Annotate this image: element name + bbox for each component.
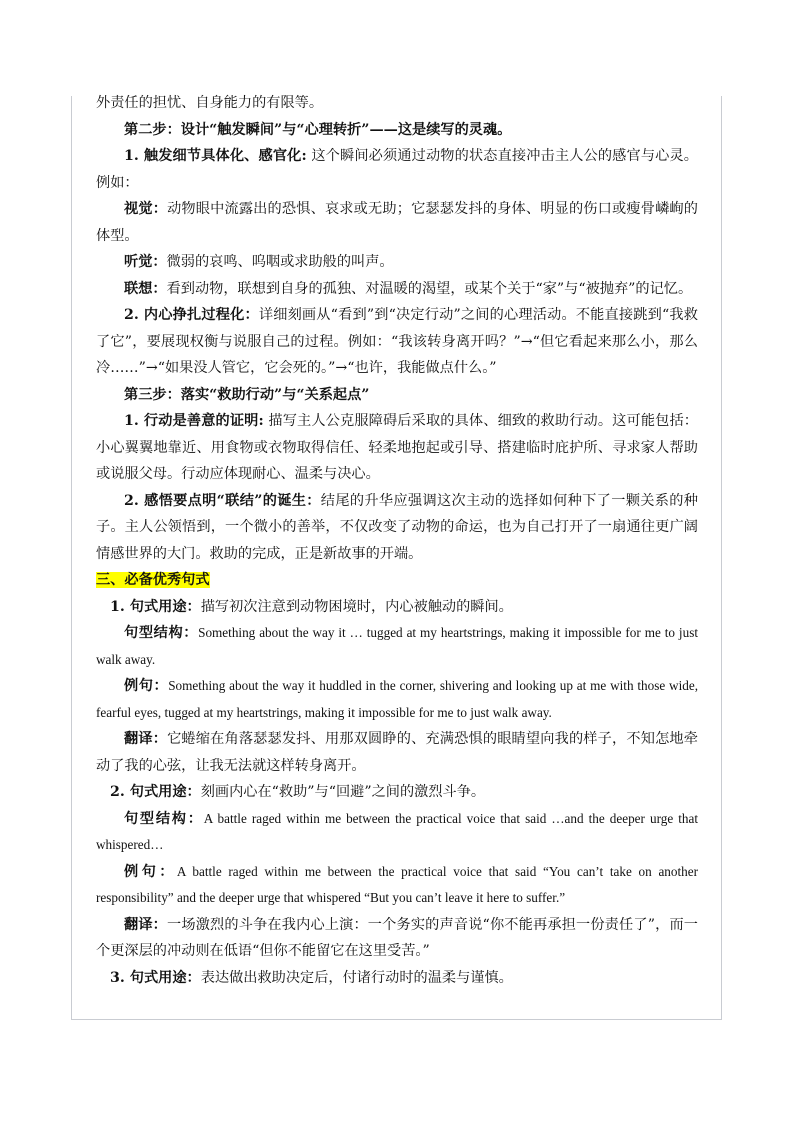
translation-text: 它蜷缩在角落瑟瑟发抖、用那双圆睁的、充满恐惧的眼睛望向我的样子，不知怎地牵动了我的心弦，让我无法就这样转身离开。 (96, 731, 698, 774)
paragraph-label: 听觉： (124, 254, 167, 270)
translation-text: 一场激烈的斗争在我内心上演：一个务实的声音说“你不能再承担一份责任了”，而一个更深层的冲动则在低语“但你不能留它在这里受苦。” (96, 916, 698, 959)
paragraph (96, 408, 698, 488)
paragraph-text: 结尾的升华应强调这次主动的选择如何种下了一颗关系的种子。主人公领悟到，一个微小的善举，不仅改变了动物的命运，也为自己打开了一扇通往更广阔情感世界的大门。救助的完成，正是新故事的开端。 (96, 492, 698, 562)
structure-text: Something about the way it … tugged at my heartstrings, making it impossible for me to just walk away. (96, 625, 698, 667)
translation (96, 726, 698, 779)
paragraph-text: 动物眼中流露出的恐惧、哀求或无助；它瑟瑟发抖的身体、明显的伤口或瘦骨嶙峋的体型。 (96, 201, 698, 244)
translation-label: 翻译： (124, 916, 168, 933)
step-heading: 第二步：设计“触发瞬间”与“心理转折”——这是续写的灵魂。 (124, 121, 512, 138)
paragraph-label: 视觉： (124, 201, 168, 217)
example-sentence (96, 859, 698, 912)
paragraph-text: 看到动物，联想到自身的孤独、对温暖的渴望，或某个关于“家”与“被抛弃”的记忆。 (166, 280, 693, 297)
sentence-use (96, 965, 698, 992)
paragraph (96, 143, 698, 196)
sentence-use-label: 1. 句式用途： (110, 598, 201, 615)
example-label: 例句： (124, 863, 177, 880)
translation-label: 翻译： (124, 731, 168, 747)
sentence-use-text: 刻画内心在“救助”与“回避”之间的激烈斗争。 (200, 784, 486, 800)
paragraph (96, 488, 698, 568)
paragraph-label: 1. 触发细节具体化、感官化: (124, 148, 307, 164)
step-heading: 第三步：落实“救助行动”与“关系起点” (124, 386, 370, 403)
paragraph (96, 302, 698, 382)
paragraph-label: 2. 感悟要点明“联结”的诞生： (124, 492, 321, 509)
translation (96, 912, 698, 965)
highlighted-heading: 三、必备优秀句式 (96, 572, 210, 588)
paragraph (96, 249, 698, 276)
sentence-use-label: 3. 句式用途： (110, 969, 201, 986)
example-label: 例句： (124, 678, 169, 694)
document-body (96, 90, 698, 991)
sentence-use-label: 2. 句式用途： (110, 784, 201, 800)
sentence-use-text: 表达做出救助决定后，付诸行动时的温柔与谨慎。 (200, 969, 513, 986)
paragraph (96, 276, 698, 303)
structure-text: A battle raged within me between the practical voice that said …and the deeper urge that whispered… (96, 810, 698, 852)
structure-label: 句型结构： (124, 625, 199, 641)
paragraph (96, 196, 698, 249)
sentence-structure (96, 806, 698, 859)
paragraph-label: 联想： (124, 280, 167, 297)
example-text: A battle raged within me between the practical voice that said “You can’t take on another responsibility” and the deeper urge that whispered “But you can’t leave it here to suffer.” (96, 863, 698, 905)
text-line: 外责任的担忧、自身能力的有限等。 (96, 95, 324, 111)
sentence-use (96, 779, 698, 806)
paragraph-label: 2. 内心挣扎过程化： (124, 307, 259, 323)
sentence-use-text: 描写初次注意到动物困境时，内心被触动的瞬间。 (200, 598, 513, 615)
paragraph-text: 详细刻画从“看到”到“决定行动”之间的心理活动。不能直接跳到“我救了它”，要展现权衡与说服自己的过程。例如：“我该转身离开吗？”→“但它看起来那么小，那么冷……”→“如果没人管它，它会死的。”→“也许，我能做点什么。” (96, 307, 698, 376)
paragraph-label: 1. 行动是善意的证明: (124, 413, 264, 429)
paragraph-text: 这个瞬间必须通过动物的状态直接冲击主人公的感官与心灵。例如： (96, 148, 698, 191)
section-heading (96, 567, 698, 594)
paragraph-text: 微弱的哀鸣、呜咽或求助般的叫声。 (166, 254, 394, 270)
example-sentence (96, 673, 698, 726)
sentence-structure (96, 620, 698, 673)
structure-label: 句型结构： (124, 810, 204, 827)
sentence-use (96, 594, 698, 621)
paragraph-text: 描写主人公克服障碍后采取的具体、细致的救助行动。这可能包括：小心翼翼地靠近、用食物或衣物取得信任、轻柔地抱起或引导、搭建临时庇护所、寻求家人帮助或说服父母。行动应体现耐心、温柔与决心。 (96, 413, 698, 482)
example-text: Something about the way it huddled in the corner, shivering and looking up at me with those wide, fearful eyes, tugged at my heartstrings, making it impossible for me to just walk away. (96, 678, 698, 720)
